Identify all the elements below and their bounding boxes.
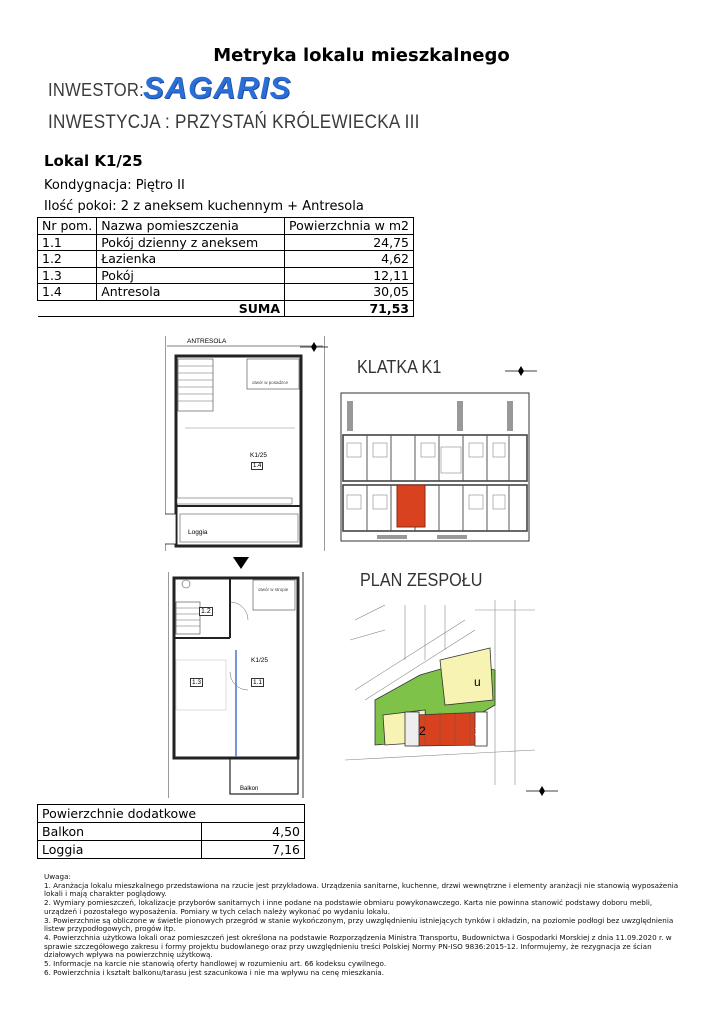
room-11-label: 1.1 xyxy=(253,679,263,686)
room-area: 24,75 xyxy=(285,234,414,251)
klatka-title: KLATKA K1 xyxy=(357,357,442,377)
down-arrow-icon xyxy=(232,556,250,570)
room-name: Antresola xyxy=(97,284,285,301)
note-item: 1. Aranżacja lokalu mieszkalnego przedstawiona na rzucie jest przykładowa. Urządzenia sanitarne, kuchenne, drzwi wewnętrzne i elementy aranżacji nie stanowią wyposażenia lokali i mają charakter poglądowy. xyxy=(44,880,679,899)
table-header-row xyxy=(38,218,414,235)
table-row xyxy=(38,284,414,301)
north-arrow-icon xyxy=(300,342,328,352)
balkon-label: Balkon xyxy=(240,786,259,792)
header-name: Nazwa pomieszczenia xyxy=(97,218,285,235)
investment-name: INWESTYCJA : PRZYSTAŃ KRÓLEWIECKA III xyxy=(48,112,420,133)
room-nr: 1.4 xyxy=(38,284,97,301)
lower-unit-label: K1/25 xyxy=(251,657,268,664)
note-item: 4. Powierzchnia użytkowa lokali oraz pomieszczeń jest określona na podstawie Rozporządzenia Ministra Transportu, Budownictwa i Gospodarki Morskiej z dnia 11.09.2020 r. w sprawie szczegółowego zakresu i formy projektu budowlanego oraz przy uwzględnieniu treści Polskiej Normy PN-ISO 9836:2015-12. Informujemy, że rezygnacja ze ścian działowych wpływa na powierzchnię użytkową. xyxy=(44,932,672,960)
north-arrow-icon xyxy=(505,366,537,376)
room-nr: 1.3 xyxy=(38,267,97,284)
note-item: 6. Powierzchnia i kształt balkonu/tarasu jest szacunkowa i nie ma wpływu na cenę mieszkania. xyxy=(44,967,384,977)
upper-note: otwór w posadzce xyxy=(252,380,289,385)
building-2-label: 2 xyxy=(419,724,426,738)
notes-title: Uwaga: xyxy=(44,872,71,881)
header-area: Powierzchnia w m2 xyxy=(285,218,414,235)
notes xyxy=(44,873,684,977)
extra-header-row xyxy=(38,805,305,823)
extra-area: 7,16 xyxy=(202,841,305,859)
note-item: 2. Wymiary pomieszczeń, lokalizacje przyborów sanitarnych i inne podane na podstawie obmiaru powykonawczego. Karta nie powinna stanowić podstawy doboru mebli, urządzeń i pozostałego wyposażenia. Pomiary w tych celach należy wykonać po wydaniu lokalu. xyxy=(44,898,653,916)
extra-header: Powierzchnie dodatkowe xyxy=(38,805,305,823)
upper-room-label: 1.4 xyxy=(253,463,262,469)
unit-title: Lokal K1/25 xyxy=(44,152,143,170)
table-row xyxy=(38,823,305,841)
sum-label: SUMA xyxy=(97,300,285,317)
lower-floor-plan xyxy=(168,572,305,798)
zespol-title: PLAN ZESPOŁU xyxy=(360,570,483,590)
room-name: Pokój xyxy=(97,267,285,284)
lower-note: otwór w stropie xyxy=(258,587,289,592)
unit-rooms-count: Ilość pokoi: 2 z aneksem kuchennym + Antresola xyxy=(44,199,364,214)
building-u-label: u xyxy=(474,675,481,689)
room-area: 12,11 xyxy=(285,267,414,284)
room-nr: 1.1 xyxy=(38,234,97,251)
table-row xyxy=(38,251,414,268)
room-area: 30,05 xyxy=(285,284,414,301)
north-arrow-icon xyxy=(526,786,558,796)
room-name: Łazienka xyxy=(97,251,285,268)
sum-row xyxy=(38,300,414,317)
extra-area: 4,50 xyxy=(202,823,305,841)
table-row xyxy=(38,234,414,251)
upper-unit-label: K1/25 xyxy=(250,452,267,459)
unit-floor: Kondygnacja: Piętro II xyxy=(44,178,185,193)
room-13-label: 1.3 xyxy=(192,679,202,686)
room-12-label: 1.2 xyxy=(201,608,211,615)
klatka-plan xyxy=(337,385,533,555)
loggia-label: Loggia xyxy=(188,529,208,536)
room-area: 4,62 xyxy=(285,251,414,268)
note-item: 3. Powierzchnie są obliczone w świetle pionowych przegród w stanie wykończonym, przy uwzględnieniu istniejących tynków i okładzin, na poziomie podłogi bez uwzględnienia listew przypodłogowych, progów itp. xyxy=(44,915,674,934)
investor-logo: SAGARIS xyxy=(143,70,292,105)
antresola-label: ANTRESOLA xyxy=(187,338,227,345)
investor-label: INWESTOR: xyxy=(48,80,145,100)
building-1-label: 1 xyxy=(474,724,481,738)
rooms-table xyxy=(37,217,414,317)
sum-value: 71,53 xyxy=(285,300,414,317)
extra-areas-table xyxy=(37,804,305,859)
header-nr: Nr pom. xyxy=(38,218,97,235)
room-nr: 1.2 xyxy=(38,251,97,268)
antresola-plan xyxy=(165,336,325,551)
extra-name: Balkon xyxy=(38,823,202,841)
extra-name: Loggia xyxy=(38,841,202,859)
table-row xyxy=(38,267,414,284)
room-name: Pokój dzienny z aneksem xyxy=(97,234,285,251)
document-title: Metryka lokalu mieszkalnego xyxy=(213,45,510,66)
site-plan xyxy=(345,600,535,785)
note-item: 5. Informacje na karcie nie stanowią oferty handlowej w rozumieniu art. 66 kodeksu cywilnego. xyxy=(44,959,387,969)
table-row xyxy=(38,841,305,859)
